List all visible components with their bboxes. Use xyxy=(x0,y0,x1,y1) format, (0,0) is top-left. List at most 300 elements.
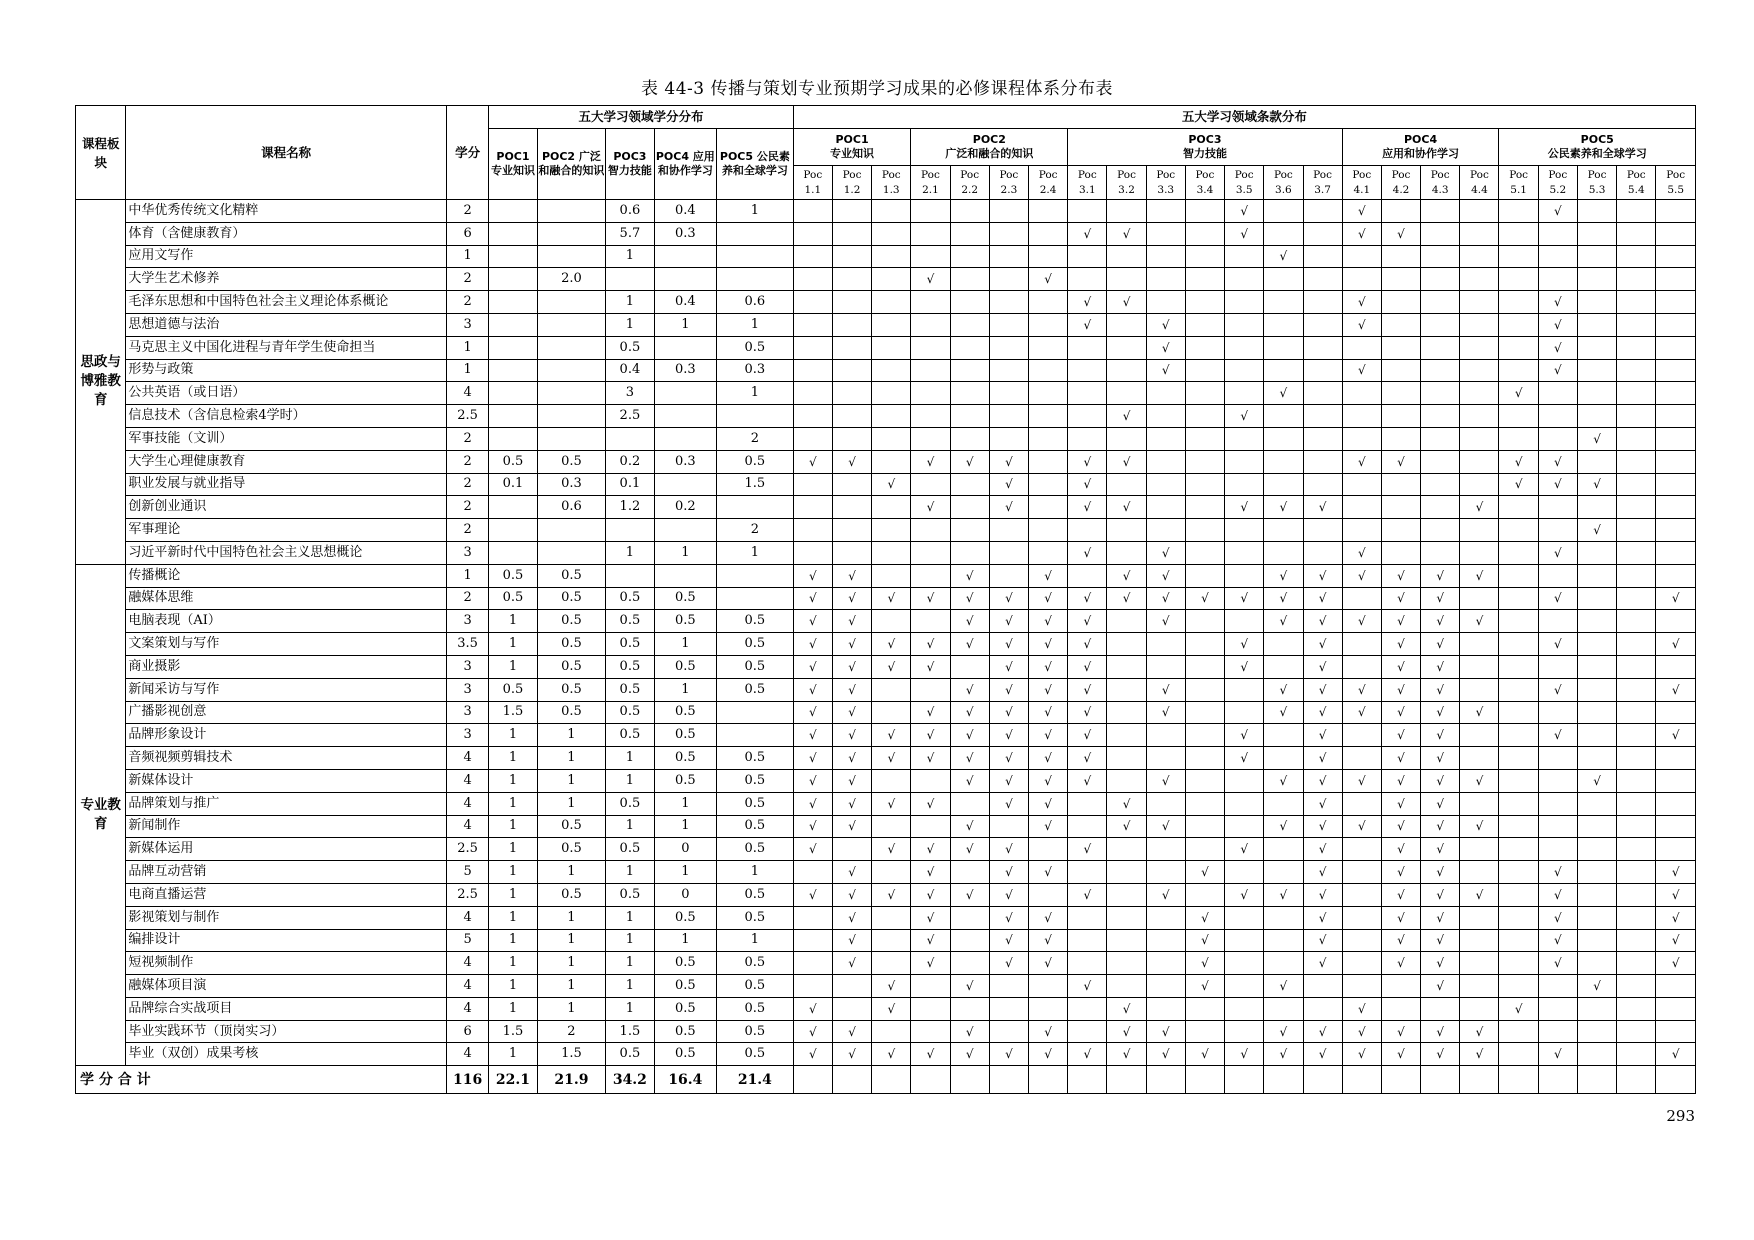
poc-check-cell xyxy=(1342,815,1381,838)
poc-check-cell xyxy=(1381,1020,1420,1043)
poc-credit: 0.5 xyxy=(606,587,654,610)
header-credit-poc1: POC1 专业知识 xyxy=(489,129,537,200)
poc-credit: 1 xyxy=(537,769,606,792)
poc-check-cell xyxy=(1107,450,1146,473)
course-row xyxy=(76,222,1696,245)
poc-check-cell xyxy=(1538,769,1577,792)
course-credit: 2.5 xyxy=(446,883,488,906)
poc-check-cell xyxy=(833,815,872,838)
poc-check-cell xyxy=(872,200,911,223)
poc-check-cell xyxy=(1028,952,1067,975)
poc-check-cell xyxy=(1303,564,1342,587)
poc-check-cell xyxy=(1617,450,1656,473)
course-credit: 2 xyxy=(446,200,488,223)
poc-check-cell xyxy=(1028,473,1067,496)
header-sub-poc: Poc 3.6 xyxy=(1264,166,1303,200)
poc-check-cell xyxy=(1460,359,1499,382)
poc-credit: 1 xyxy=(717,382,794,405)
total-empty-cell xyxy=(1617,1066,1656,1094)
poc-check-cell xyxy=(1146,291,1185,314)
header-sub-poc: Poc 4.4 xyxy=(1460,166,1499,200)
poc-credit: 1 xyxy=(654,815,717,838)
poc-check-cell xyxy=(950,222,989,245)
poc-check-cell xyxy=(793,997,832,1020)
poc-check-cell xyxy=(1264,838,1303,861)
poc-check-cell xyxy=(1617,655,1656,678)
check-mark: √ xyxy=(1318,751,1327,766)
poc-check-cell xyxy=(1185,405,1224,428)
poc-credit xyxy=(717,405,794,428)
poc-check-cell xyxy=(1538,701,1577,724)
check-mark: √ xyxy=(1554,682,1562,697)
poc-check-cell xyxy=(872,929,911,952)
course-credit: 1 xyxy=(446,359,488,382)
poc-check-cell xyxy=(1617,359,1656,382)
poc-check-cell xyxy=(950,359,989,382)
poc-check-cell xyxy=(1146,336,1185,359)
check-mark: √ xyxy=(1240,1047,1248,1062)
poc-check-cell xyxy=(1068,610,1107,633)
poc-credit: 0.6 xyxy=(717,291,794,314)
poc-check-cell xyxy=(1342,291,1381,314)
check-mark: √ xyxy=(926,705,935,720)
poc-credit: 0.5 xyxy=(654,701,717,724)
poc-credit: 1 xyxy=(606,997,654,1020)
poc-credit: 0.5 xyxy=(654,769,717,792)
poc-credit xyxy=(489,245,537,268)
check-mark: √ xyxy=(1318,728,1327,743)
poc-check-cell xyxy=(1381,222,1420,245)
poc-check-cell xyxy=(1499,883,1538,906)
poc-check-cell xyxy=(1185,952,1224,975)
check-mark: √ xyxy=(926,751,935,766)
poc-credit: 0.5 xyxy=(717,997,794,1020)
check-mark: √ xyxy=(1005,477,1013,492)
poc-check-cell xyxy=(1342,883,1381,906)
poc-check-cell xyxy=(1577,952,1616,975)
poc-check-cell xyxy=(1577,655,1616,678)
poc-check-cell xyxy=(1146,701,1185,724)
check-mark: √ xyxy=(1005,842,1013,857)
poc-check-cell xyxy=(833,701,872,724)
poc-check-cell xyxy=(1538,245,1577,268)
check-mark: √ xyxy=(848,637,856,652)
check-mark: √ xyxy=(1083,1047,1092,1062)
poc-check-cell xyxy=(1185,291,1224,314)
check-mark: √ xyxy=(809,773,817,788)
poc-check-cell xyxy=(1028,427,1067,450)
poc-check-cell xyxy=(1225,1043,1264,1066)
course-row xyxy=(76,747,1696,770)
course-name: 新媒体运用 xyxy=(126,838,447,861)
total-empty-cell xyxy=(1421,1066,1460,1094)
total-empty-cell xyxy=(1538,1066,1577,1094)
poc-credit xyxy=(606,427,654,450)
poc-check-cell xyxy=(1303,1043,1342,1066)
poc-check-cell xyxy=(1185,929,1224,952)
poc-check-cell xyxy=(1460,655,1499,678)
check-mark: √ xyxy=(965,568,974,583)
poc-check-cell xyxy=(1460,405,1499,428)
poc-check-cell xyxy=(793,769,832,792)
poc-check-cell xyxy=(950,1043,989,1066)
check-mark: √ xyxy=(809,454,817,469)
check-mark: √ xyxy=(965,751,974,766)
check-mark: √ xyxy=(1005,865,1013,879)
check-mark: √ xyxy=(1436,865,1445,879)
check-mark: √ xyxy=(1161,1047,1170,1062)
poc-check-cell xyxy=(1107,405,1146,428)
course-row xyxy=(76,952,1696,975)
poc-check-cell xyxy=(1577,200,1616,223)
poc-check-cell xyxy=(950,678,989,701)
poc-check-cell xyxy=(1460,678,1499,701)
check-mark: √ xyxy=(1005,796,1013,811)
poc-check-cell xyxy=(1577,678,1616,701)
poc-check-cell xyxy=(1381,838,1420,861)
poc-check-cell xyxy=(1617,587,1656,610)
poc-check-cell xyxy=(950,655,989,678)
course-row xyxy=(76,861,1696,884)
poc-check-cell xyxy=(833,838,872,861)
poc-check-cell xyxy=(1342,838,1381,861)
course-name: 品牌综合实战项目 xyxy=(126,997,447,1020)
poc-check-cell xyxy=(1185,313,1224,336)
poc-credit xyxy=(489,427,537,450)
header-count-poc5 xyxy=(1499,129,1696,166)
poc-check-cell xyxy=(1107,336,1146,359)
poc-check-cell xyxy=(989,678,1028,701)
poc-credit xyxy=(654,336,717,359)
poc-check-cell xyxy=(1068,952,1107,975)
course-name: 毕业（双创）成果考核 xyxy=(126,1043,447,1066)
poc-credit xyxy=(537,291,606,314)
poc-check-cell xyxy=(1342,336,1381,359)
course-credit: 2 xyxy=(446,427,488,450)
course-credit: 3 xyxy=(446,701,488,724)
course-name: 电脑表现（AI） xyxy=(126,610,447,633)
poc-check-cell xyxy=(1185,724,1224,747)
poc-credit: 2 xyxy=(537,1020,606,1043)
poc-check-cell xyxy=(872,245,911,268)
poc-check-cell xyxy=(1068,359,1107,382)
poc-check-cell xyxy=(1421,678,1460,701)
poc-check-cell xyxy=(1460,610,1499,633)
poc-check-cell xyxy=(989,587,1028,610)
poc-check-cell xyxy=(1264,473,1303,496)
poc-check-cell xyxy=(1225,496,1264,519)
check-mark: √ xyxy=(1044,751,1052,766)
poc-check-cell xyxy=(1303,724,1342,747)
poc-check-cell xyxy=(989,1043,1028,1066)
check-mark: √ xyxy=(1044,705,1052,720)
poc-check-cell xyxy=(1225,655,1264,678)
poc-check-cell xyxy=(1107,655,1146,678)
poc-credit: 0.5 xyxy=(654,655,717,678)
poc-check-cell xyxy=(1068,747,1107,770)
poc-credit: 0.5 xyxy=(654,724,717,747)
check-mark: √ xyxy=(1083,728,1092,743)
check-mark: √ xyxy=(1554,910,1562,925)
poc-check-cell xyxy=(989,336,1028,359)
poc-check-cell xyxy=(1577,313,1616,336)
course-row xyxy=(76,633,1696,656)
poc-credit: 0.5 xyxy=(537,610,606,633)
poc-credit: 0.5 xyxy=(537,450,606,473)
poc-check-cell xyxy=(1617,200,1656,223)
poc-check-cell xyxy=(833,1043,872,1066)
poc-check-cell xyxy=(872,724,911,747)
poc-credit xyxy=(654,427,717,450)
course-credit: 3 xyxy=(446,313,488,336)
check-mark: √ xyxy=(1161,317,1170,332)
check-mark: √ xyxy=(1554,317,1562,332)
header-count-poc4 xyxy=(1342,129,1499,166)
poc-check-cell xyxy=(793,678,832,701)
poc-check-cell xyxy=(1617,724,1656,747)
course-name: 大学生心理健康教育 xyxy=(126,450,447,473)
poc-check-cell xyxy=(1577,724,1616,747)
poc-check-cell xyxy=(793,610,832,633)
poc-check-cell xyxy=(833,222,872,245)
check-mark: √ xyxy=(1044,728,1052,743)
poc-check-cell xyxy=(1303,222,1342,245)
check-mark: √ xyxy=(1201,1047,1209,1062)
poc-check-cell xyxy=(1499,997,1538,1020)
poc-credit: 0.5 xyxy=(717,838,794,861)
check-mark: √ xyxy=(1357,614,1366,629)
poc-check-cell xyxy=(1068,906,1107,929)
course-name: 广播影视创意 xyxy=(126,701,447,724)
poc-check-cell xyxy=(1303,815,1342,838)
check-mark: √ xyxy=(926,842,935,857)
check-mark: √ xyxy=(1044,659,1052,674)
course-name: 毕业实践环节（顶岗实习） xyxy=(126,1020,447,1043)
module-name: 专业教育 xyxy=(76,564,126,1066)
poc-check-cell xyxy=(911,975,950,998)
poc-check-cell xyxy=(833,610,872,633)
poc-check-cell xyxy=(1225,519,1264,542)
poc-check-cell xyxy=(911,359,950,382)
poc-credit: 0.5 xyxy=(489,587,537,610)
check-mark: √ xyxy=(1279,705,1288,720)
poc-check-cell xyxy=(950,336,989,359)
check-mark: √ xyxy=(1436,887,1445,902)
poc-check-cell xyxy=(833,473,872,496)
check-mark: √ xyxy=(1201,910,1209,925)
poc-check-cell xyxy=(1342,382,1381,405)
poc-check-cell xyxy=(1617,997,1656,1020)
poc-check-cell xyxy=(1617,838,1656,861)
poc-check-cell xyxy=(1460,268,1499,291)
poc-credit xyxy=(606,519,654,542)
poc-check-cell xyxy=(1381,883,1420,906)
check-mark: √ xyxy=(1397,454,1405,469)
poc-check-cell xyxy=(950,291,989,314)
course-credit: 1 xyxy=(446,336,488,359)
poc-check-cell xyxy=(1381,815,1420,838)
poc-check-cell xyxy=(1342,633,1381,656)
check-mark: √ xyxy=(1122,454,1131,469)
poc-check-cell xyxy=(1499,359,1538,382)
total-poc-credit: 34.2 xyxy=(606,1066,654,1094)
poc-check-cell xyxy=(1342,427,1381,450)
course-name: 军事技能（文训） xyxy=(126,427,447,450)
course-row xyxy=(76,929,1696,952)
poc-check-cell xyxy=(1381,747,1420,770)
poc-check-cell xyxy=(833,359,872,382)
poc-check-cell xyxy=(1068,291,1107,314)
check-mark: √ xyxy=(809,842,817,857)
check-mark: √ xyxy=(848,1024,856,1039)
poc-check-cell xyxy=(911,610,950,633)
poc-check-cell xyxy=(793,222,832,245)
check-mark: √ xyxy=(926,933,935,948)
poc-check-cell xyxy=(1068,861,1107,884)
check-mark: √ xyxy=(1554,477,1562,492)
check-mark: √ xyxy=(1436,773,1445,788)
check-mark: √ xyxy=(1240,751,1248,766)
poc-check-cell xyxy=(1068,200,1107,223)
poc-credit xyxy=(537,313,606,336)
poc-credit: 1 xyxy=(489,815,537,838)
poc-check-cell xyxy=(1303,997,1342,1020)
poc-check-cell xyxy=(911,883,950,906)
check-mark: √ xyxy=(1201,865,1209,879)
poc-check-cell xyxy=(1381,268,1420,291)
poc-check-cell xyxy=(1577,883,1616,906)
poc-check-cell xyxy=(1264,701,1303,724)
course-name: 电商直播运营 xyxy=(126,883,447,906)
check-mark: √ xyxy=(1083,705,1092,720)
poc-check-cell xyxy=(1185,1043,1224,1066)
check-mark: √ xyxy=(1279,1047,1288,1062)
check-mark: √ xyxy=(1475,1024,1484,1039)
check-mark: √ xyxy=(1514,477,1523,492)
poc-credit: 1 xyxy=(489,655,537,678)
poc-check-cell xyxy=(1538,655,1577,678)
poc-check-cell xyxy=(793,541,832,564)
check-mark: √ xyxy=(1083,842,1092,857)
poc-credit xyxy=(489,313,537,336)
poc-check-cell xyxy=(1538,405,1577,428)
poc-credit: 0.5 xyxy=(606,792,654,815)
poc-check-cell xyxy=(989,519,1028,542)
poc-check-cell xyxy=(1225,883,1264,906)
poc-check-cell xyxy=(1264,587,1303,610)
poc-check-cell xyxy=(1421,997,1460,1020)
check-mark: √ xyxy=(887,751,896,766)
poc-check-cell xyxy=(1028,359,1067,382)
course-name: 新闻采访与写作 xyxy=(126,678,447,701)
header-count-distribution: 五大学习领域条款分布 xyxy=(793,106,1695,129)
poc-check-cell xyxy=(1225,405,1264,428)
check-mark: √ xyxy=(1554,591,1562,606)
poc-check-cell xyxy=(1577,382,1616,405)
poc-check-cell xyxy=(1185,496,1224,519)
check-mark: √ xyxy=(1279,773,1288,788)
poc-credit: 0.5 xyxy=(717,883,794,906)
poc-check-cell xyxy=(1225,633,1264,656)
poc-check-cell xyxy=(1225,906,1264,929)
poc-credit: 0.5 xyxy=(717,952,794,975)
poc-check-cell xyxy=(1342,952,1381,975)
check-mark: √ xyxy=(809,591,817,606)
check-mark: √ xyxy=(1161,614,1170,629)
poc-check-cell xyxy=(1264,200,1303,223)
poc-check-cell xyxy=(1538,564,1577,587)
poc-check-cell xyxy=(1538,929,1577,952)
check-mark: √ xyxy=(1554,956,1562,971)
course-credit: 2 xyxy=(446,268,488,291)
poc-check-cell xyxy=(793,291,832,314)
poc-check-cell xyxy=(1146,313,1185,336)
check-mark: √ xyxy=(1397,591,1405,606)
poc-check-cell xyxy=(1342,473,1381,496)
poc-check-cell xyxy=(1068,838,1107,861)
poc-check-cell xyxy=(1303,769,1342,792)
poc-credit: 0.5 xyxy=(717,633,794,656)
poc-check-cell xyxy=(911,769,950,792)
poc-check-cell xyxy=(1068,655,1107,678)
poc-check-cell xyxy=(1499,427,1538,450)
poc-check-cell xyxy=(1225,200,1264,223)
poc-check-cell xyxy=(911,473,950,496)
poc-check-cell xyxy=(1577,222,1616,245)
poc-credit: 0.5 xyxy=(654,747,717,770)
poc-check-cell xyxy=(1028,975,1067,998)
check-mark: √ xyxy=(1318,591,1327,606)
poc-check-cell xyxy=(1028,200,1067,223)
poc-check-cell xyxy=(1421,975,1460,998)
check-mark: √ xyxy=(965,1047,974,1062)
poc-check-cell xyxy=(1264,792,1303,815)
poc-check-cell xyxy=(1421,1043,1460,1066)
poc-check-cell xyxy=(1656,815,1696,838)
poc-check-cell xyxy=(1460,1043,1499,1066)
check-mark: √ xyxy=(1436,682,1445,697)
check-mark: √ xyxy=(1318,614,1327,629)
poc-credit: 1.5 xyxy=(537,1043,606,1066)
poc-credit: 1 xyxy=(717,200,794,223)
poc-check-cell xyxy=(911,587,950,610)
poc-credit: 0.4 xyxy=(654,291,717,314)
poc-check-cell xyxy=(1617,541,1656,564)
poc-check-cell xyxy=(1538,1043,1577,1066)
header-sub-poc: Poc 3.4 xyxy=(1185,166,1224,200)
poc-check-cell xyxy=(833,313,872,336)
course-credit: 2 xyxy=(446,291,488,314)
course-row xyxy=(76,906,1696,929)
poc-check-cell xyxy=(1303,541,1342,564)
poc-check-cell xyxy=(911,541,950,564)
poc-check-cell xyxy=(1107,496,1146,519)
poc-check-cell xyxy=(1303,883,1342,906)
poc-check-cell xyxy=(1499,519,1538,542)
poc-check-cell xyxy=(1303,633,1342,656)
poc-check-cell xyxy=(1460,838,1499,861)
poc-check-cell xyxy=(1225,975,1264,998)
poc-check-cell xyxy=(1577,792,1616,815)
poc-check-cell xyxy=(1421,382,1460,405)
poc-credit: 0.5 xyxy=(717,610,794,633)
course-name: 应用文写作 xyxy=(126,245,447,268)
total-empty-cell xyxy=(872,1066,911,1094)
poc-check-cell xyxy=(1068,313,1107,336)
poc-check-cell xyxy=(1068,929,1107,952)
poc-check-cell xyxy=(1225,610,1264,633)
poc-check-cell xyxy=(1656,382,1696,405)
